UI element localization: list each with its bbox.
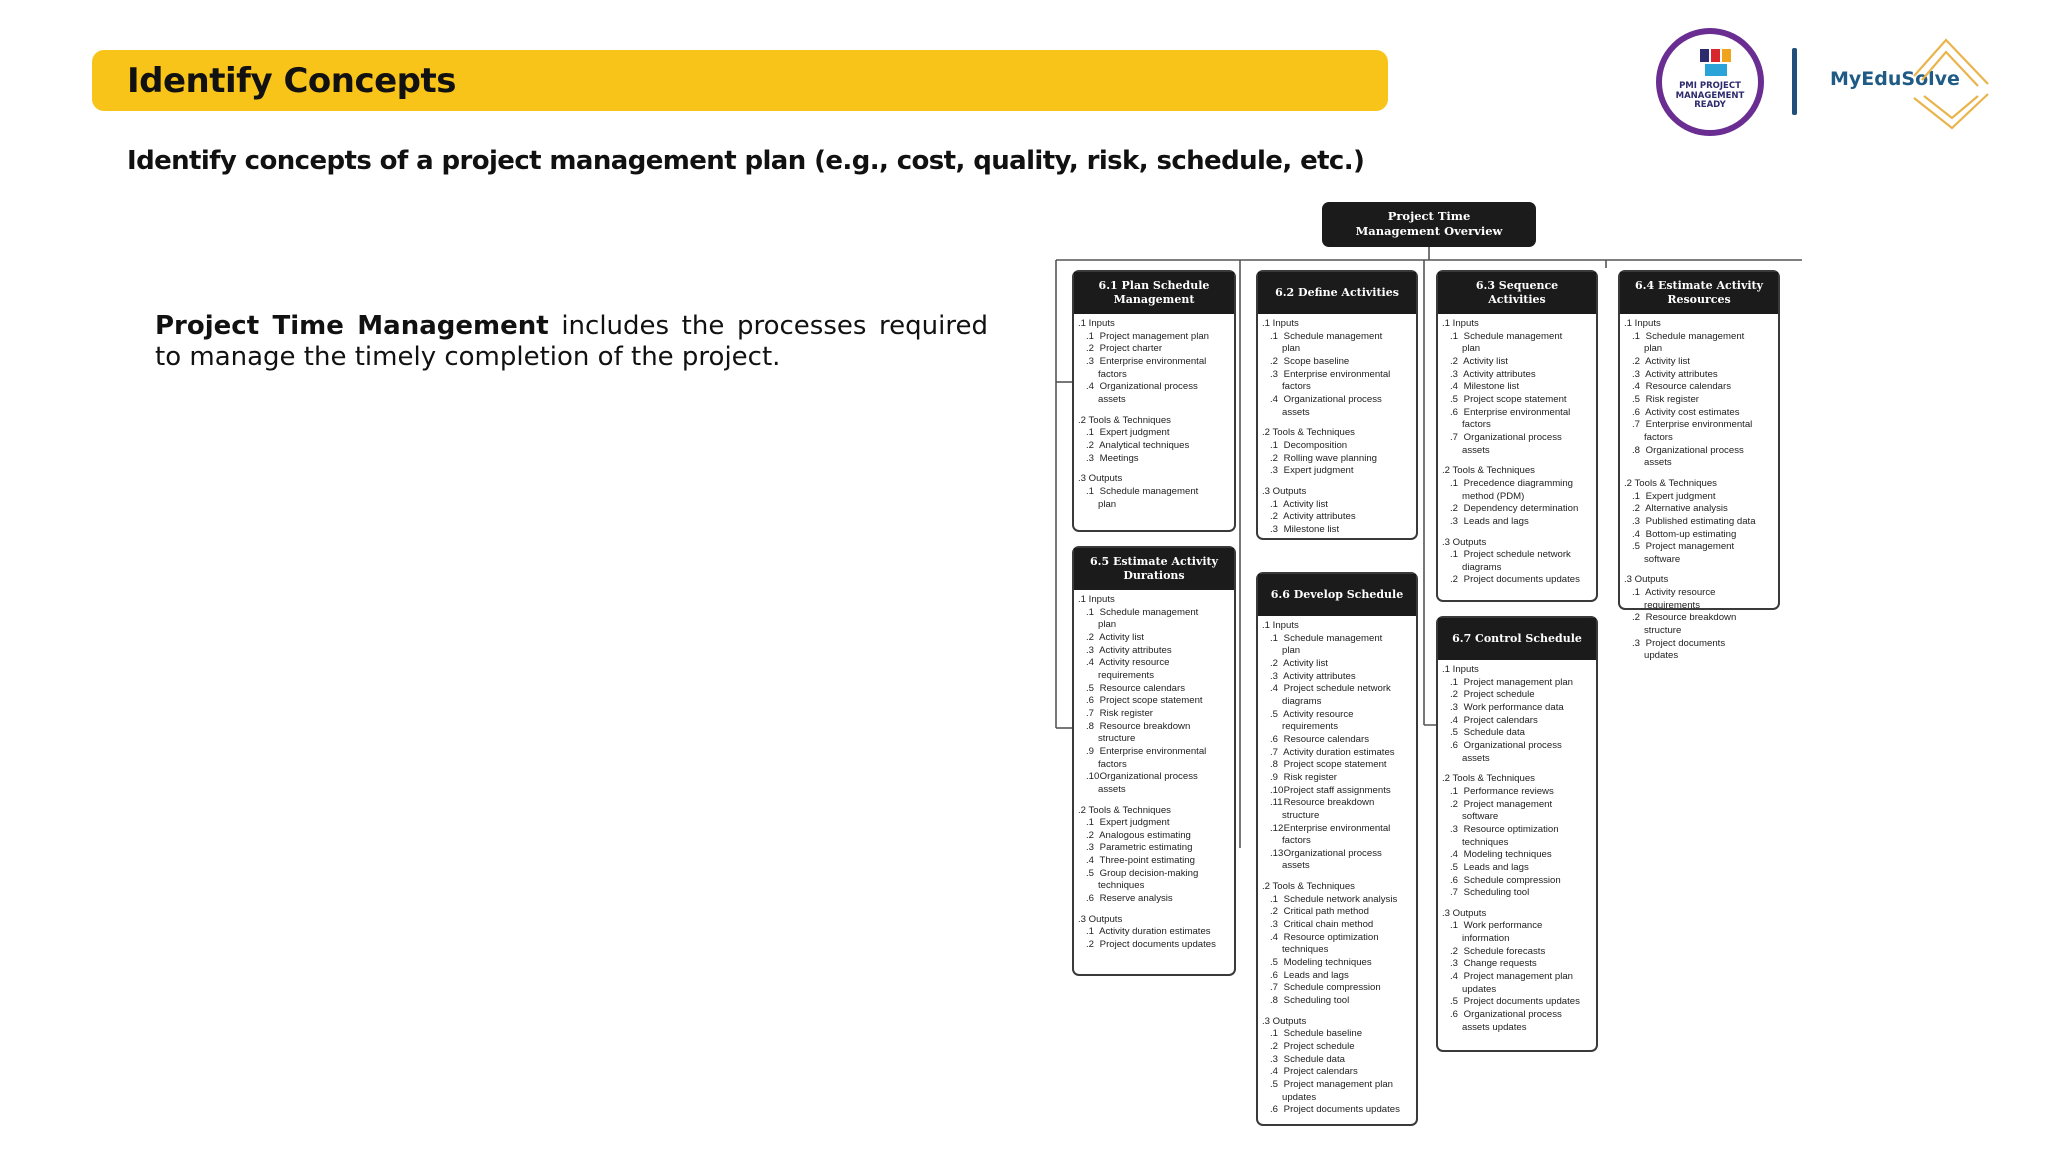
- process-item-continued: method (PDM): [1462, 490, 1525, 502]
- process-item: .3 Change requests: [1450, 958, 1537, 970]
- process-item: .2 Activity list: [1632, 355, 1690, 367]
- process-item-continued: software: [1462, 811, 1499, 823]
- process-item: .6 Organizational process: [1450, 739, 1562, 751]
- process-title: 6.1 Plan Schedule Management: [1074, 272, 1234, 314]
- process-item-continued: assets: [1098, 393, 1126, 405]
- process-item: .8 Resource breakdown: [1086, 720, 1191, 732]
- process-item: .1 Schedule management: [1086, 485, 1199, 497]
- process-item: .6 Project scope statement: [1086, 695, 1203, 707]
- process-item-continued: structure: [1282, 809, 1320, 821]
- section-label: .2 Tools & Techniques: [1262, 427, 1355, 439]
- process-item: .1 Schedule management: [1086, 606, 1199, 618]
- process-box-6: [1256, 572, 1418, 1126]
- process-item-continued: factors: [1644, 431, 1673, 443]
- process-item: .1 Schedule network analysis: [1270, 893, 1398, 905]
- process-title: 6.3 Sequence Activities: [1438, 272, 1596, 314]
- process-item-continued: plan: [1098, 498, 1117, 510]
- process-item: .4 Three-point estimating: [1086, 855, 1195, 867]
- process-item: .7 Enterprise environmental: [1632, 419, 1753, 431]
- process-item: .3 Parametric estimating: [1086, 842, 1193, 854]
- process-item: .3 Published estimating data: [1632, 515, 1756, 527]
- process-item: .1 Precedence diagramming: [1450, 477, 1573, 489]
- process-item: .6 Schedule compression: [1450, 874, 1561, 886]
- process-title: 6.2 Define Activities: [1258, 272, 1416, 314]
- process-item-continued: assets: [1644, 457, 1672, 469]
- process-item: .2 Project charter: [1086, 343, 1163, 355]
- process-item-continued: techniques: [1462, 836, 1509, 848]
- process-title: 6.4 Estimate Activity Resources: [1620, 272, 1778, 314]
- process-item: .8 Organizational process: [1632, 444, 1744, 456]
- process-section: [1624, 478, 1774, 567]
- process-item: .10 Project staff assignments: [1270, 784, 1391, 796]
- process-item: .4 Milestone list: [1450, 381, 1520, 393]
- process-item-continued: plan: [1098, 619, 1117, 631]
- process-box-3: [1436, 270, 1598, 602]
- process-section: [1078, 594, 1230, 797]
- process-section: [1442, 773, 1592, 900]
- process-section: [1442, 318, 1592, 457]
- process-item: .6 Reserve analysis: [1086, 893, 1173, 905]
- process-item: .5 Modeling techniques: [1270, 957, 1372, 969]
- process-section: [1624, 318, 1774, 470]
- section-label: .2 Tools & Techniques: [1624, 477, 1717, 489]
- process-item: .7 Activity duration estimates: [1270, 746, 1395, 758]
- process-item: .4 Organizational process: [1086, 381, 1198, 393]
- process-item: .3 Project documents: [1632, 637, 1726, 649]
- process-item: .2 Scope baseline: [1270, 355, 1350, 367]
- process-item: .2 Resource breakdown: [1632, 612, 1737, 624]
- process-item: .1 Performance reviews: [1450, 785, 1554, 797]
- process-item: .4 Project calendars: [1270, 1066, 1358, 1078]
- process-item-continued: structure: [1644, 625, 1682, 637]
- process-item-continued: assets: [1462, 444, 1490, 456]
- process-item: .3 Meetings: [1086, 452, 1139, 464]
- intro-text: includes the processes required to manage the timely completion of the project.: [155, 311, 988, 372]
- process-item: .1 Activity resource: [1632, 587, 1716, 599]
- process-section: [1442, 465, 1592, 528]
- process-item-continued: assets: [1462, 752, 1490, 764]
- process-section: [1262, 1016, 1412, 1117]
- process-item: .2 Activity list: [1270, 657, 1328, 669]
- process-item-continued: requirements: [1644, 599, 1700, 611]
- section-label: .1 Inputs: [1078, 594, 1115, 605]
- process-item-continued: factors: [1282, 381, 1311, 393]
- process-item: .8 Project scope statement: [1270, 759, 1387, 771]
- section-label: .1 Inputs: [1442, 664, 1479, 675]
- process-section: [1262, 620, 1412, 873]
- process-item: .3 Expert judgment: [1270, 465, 1354, 477]
- logo-divider: [1792, 48, 1797, 115]
- root-node-project-time-management-overview: Project Time Management Overview: [1322, 202, 1536, 247]
- process-item-continued: factors: [1282, 835, 1311, 847]
- process-item: .1 Project schedule network: [1450, 549, 1571, 561]
- myedusolve-logo: MyEduSolve: [1830, 68, 1960, 90]
- process-item: .3 Activity attributes: [1270, 670, 1356, 682]
- process-item-continued: plan: [1282, 645, 1301, 657]
- process-item: .11 Resource breakdown: [1270, 797, 1375, 809]
- process-item-continued: diagrams: [1462, 561, 1502, 573]
- process-item: .2 Rolling wave planning: [1270, 452, 1377, 464]
- process-item: .7 Organizational process: [1450, 431, 1562, 443]
- process-item: .1 Decomposition: [1270, 439, 1348, 451]
- process-item: .3 Resource optimization: [1450, 823, 1559, 835]
- process-item: .2 Schedule forecasts: [1450, 945, 1546, 957]
- process-item: .3 Leads and lags: [1450, 515, 1529, 527]
- process-item: .1 Schedule management: [1270, 330, 1383, 342]
- process-item: .4 Project management plan: [1450, 971, 1573, 983]
- process-section: [1442, 908, 1592, 1035]
- process-item: .9 Enterprise environmental: [1086, 745, 1207, 757]
- process-item: .6 Enterprise environmental: [1450, 406, 1571, 418]
- process-section: [1262, 486, 1412, 537]
- process-item-continued: assets: [1098, 783, 1126, 795]
- process-item: .3 Milestone list: [1270, 523, 1340, 535]
- section-label: .1 Inputs: [1078, 318, 1115, 329]
- process-item-continued: techniques: [1282, 944, 1329, 956]
- process-item: .5 Project documents updates: [1450, 996, 1580, 1008]
- process-item: .5 Leads and lags: [1450, 861, 1529, 873]
- pmi-badge-text: PMI PROJECT MANAGEMENT READY: [1675, 81, 1745, 110]
- process-item-continued: structure: [1098, 733, 1136, 745]
- section-label: .3 Outputs: [1442, 536, 1487, 548]
- process-section: [1078, 415, 1230, 466]
- process-section: [1078, 318, 1230, 407]
- process-box-7: [1436, 616, 1598, 1052]
- process-item: .3 Activity attributes: [1632, 368, 1718, 380]
- intro-paragraph: [155, 311, 988, 373]
- process-box-4: [1618, 270, 1780, 662]
- process-item-continued: techniques: [1098, 880, 1145, 892]
- process-item: .6 Leads and lags: [1270, 969, 1349, 981]
- section-label: .1 Inputs: [1442, 318, 1479, 329]
- section-label: .3 Outputs: [1262, 1015, 1307, 1027]
- process-item: .2 Analogous estimating: [1086, 829, 1191, 841]
- process-item-continued: plan: [1644, 343, 1663, 355]
- process-section: [1262, 427, 1412, 478]
- process-item-continued: factors: [1098, 368, 1127, 380]
- process-box-5: [1072, 546, 1236, 976]
- process-item-continued: factors: [1098, 758, 1127, 770]
- process-item: .3 Enterprise environmental: [1270, 368, 1391, 380]
- process-title: 6.7 Control Schedule: [1438, 618, 1596, 660]
- process-item: .6 Resource calendars: [1270, 733, 1369, 745]
- process-item: .3 Activity attributes: [1086, 644, 1172, 656]
- process-item: .5 Activity resource: [1270, 708, 1354, 720]
- process-section: [1442, 664, 1592, 765]
- process-item: .2 Critical path method: [1270, 906, 1369, 918]
- process-item: .12 Enterprise environmental: [1270, 822, 1391, 834]
- process-item-continued: plan: [1462, 343, 1481, 355]
- process-section: [1442, 537, 1592, 588]
- process-item: .3 Schedule data: [1270, 1053, 1346, 1065]
- process-item: .5 Group decision-making: [1086, 867, 1199, 879]
- process-section: [1262, 881, 1412, 1008]
- process-item: .1 Expert judgment: [1632, 490, 1716, 502]
- process-item: .2 Alternative analysis: [1632, 503, 1728, 515]
- section-label: .2 Tools & Techniques: [1078, 804, 1171, 816]
- section-label: .2 Tools & Techniques: [1078, 414, 1171, 426]
- process-item: .6 Project documents updates: [1270, 1104, 1400, 1116]
- process-section: [1078, 805, 1230, 906]
- process-item: .1 Schedule management: [1270, 632, 1383, 644]
- process-item: .1 Expert judgment: [1086, 817, 1170, 829]
- process-item: .1 Schedule baseline: [1270, 1028, 1363, 1040]
- process-item: .5 Resource calendars: [1086, 682, 1185, 694]
- process-item-continued: plan: [1282, 343, 1301, 355]
- process-item: .6 Activity cost estimates: [1632, 406, 1740, 418]
- process-item: .4 Activity resource: [1086, 657, 1170, 669]
- process-item: .2 Activity attributes: [1270, 511, 1356, 523]
- process-item: .5 Project scope statement: [1450, 393, 1567, 405]
- pmi-project-management-ready-badge: [1656, 28, 1764, 136]
- process-item: .2 Project schedule: [1450, 689, 1535, 701]
- page-title: Identify Concepts: [127, 61, 457, 101]
- process-item-continued: assets: [1282, 406, 1310, 418]
- process-item: .10 Organizational process: [1086, 771, 1198, 783]
- process-item: .4 Project schedule network: [1270, 683, 1391, 695]
- process-item: .6 Organizational process: [1450, 1009, 1562, 1021]
- process-item-continued: updates: [1282, 1091, 1317, 1103]
- process-item: .4 Modeling techniques: [1450, 849, 1552, 861]
- process-item: .2 Analytical techniques: [1086, 439, 1190, 451]
- process-item: .5 Risk register: [1632, 393, 1699, 405]
- process-item: .8 Scheduling tool: [1270, 995, 1350, 1007]
- process-item-continued: diagrams: [1282, 695, 1322, 707]
- process-item: .4 Bottom-up estimating: [1632, 528, 1737, 540]
- process-item: .1 Work performance: [1450, 920, 1543, 932]
- process-section: [1078, 914, 1230, 952]
- process-item: .1 Project management plan: [1086, 330, 1209, 342]
- process-item: .1 Schedule management: [1450, 330, 1563, 342]
- process-item: .1 Project management plan: [1450, 676, 1573, 688]
- section-label: .1 Inputs: [1262, 318, 1299, 329]
- process-item: .5 Project management: [1632, 541, 1735, 553]
- process-title: 6.6 Develop Schedule: [1258, 574, 1416, 616]
- process-item-continued: assets updates: [1462, 1021, 1527, 1033]
- myedusolve-mark-icon: [1910, 36, 1992, 132]
- process-item: .13 Organizational process: [1270, 847, 1382, 859]
- process-item: .2 Activity list: [1450, 355, 1508, 367]
- section-label: .3 Outputs: [1624, 574, 1669, 586]
- process-item: .4 Resource optimization: [1270, 931, 1379, 943]
- subtitle: Identify concepts of a project management plan (e.g., cost, quality, risk, schedule, etc.): [127, 146, 1365, 176]
- process-box-1: [1072, 270, 1236, 532]
- process-item-continued: assets: [1282, 860, 1310, 872]
- section-label: .3 Outputs: [1262, 485, 1307, 497]
- section-label: .3 Outputs: [1078, 913, 1123, 925]
- process-item: .3 Activity attributes: [1450, 368, 1536, 380]
- process-item-continued: requirements: [1098, 669, 1154, 681]
- process-item: .7 Schedule compression: [1270, 982, 1381, 994]
- process-box-2: [1256, 270, 1418, 540]
- process-item-continued: information: [1462, 933, 1510, 945]
- section-label: .3 Outputs: [1442, 907, 1487, 919]
- process-title: 6.5 Estimate Activity Durations: [1074, 548, 1234, 590]
- process-item: .7 Risk register: [1086, 707, 1153, 719]
- process-item: .3 Critical chain method: [1270, 919, 1374, 931]
- process-item: .1 Activity duration estimates: [1086, 926, 1211, 938]
- process-item: .3 Work performance data: [1450, 701, 1564, 713]
- section-label: .2 Tools & Techniques: [1442, 773, 1535, 785]
- process-section: [1624, 574, 1774, 663]
- process-item: .1 Schedule management: [1632, 330, 1745, 342]
- pmi-logo-icon: [1699, 48, 1733, 78]
- intro-term: Project Time Management: [155, 311, 549, 341]
- process-item: .5 Schedule data: [1450, 727, 1526, 739]
- process-item: .5 Project management plan: [1270, 1078, 1393, 1090]
- process-item-continued: updates: [1644, 650, 1679, 662]
- section-label: .2 Tools & Techniques: [1262, 881, 1355, 893]
- section-label: .1 Inputs: [1262, 620, 1299, 631]
- time-management-diagram: [1050, 200, 1790, 1130]
- process-item-continued: factors: [1462, 419, 1491, 431]
- process-section: [1262, 318, 1412, 419]
- process-item: .1 Expert judgment: [1086, 427, 1170, 439]
- process-item-continued: requirements: [1282, 721, 1338, 733]
- process-item: .2 Project management: [1450, 798, 1553, 810]
- process-item: .3 Enterprise environmental: [1086, 355, 1207, 367]
- process-item: .2 Activity list: [1086, 631, 1144, 643]
- process-item: .4 Organizational process: [1270, 393, 1382, 405]
- process-item-continued: updates: [1462, 983, 1497, 995]
- process-item: .2 Project documents updates: [1450, 574, 1580, 586]
- section-label: .2 Tools & Techniques: [1442, 465, 1535, 477]
- process-item: .4 Project calendars: [1450, 714, 1538, 726]
- process-section: [1078, 473, 1230, 511]
- section-label: .1 Inputs: [1624, 318, 1661, 329]
- process-item-continued: software: [1644, 553, 1681, 565]
- process-item: .4 Resource calendars: [1632, 381, 1731, 393]
- process-item: .2 Dependency determination: [1450, 503, 1579, 515]
- process-item: .1 Activity list: [1270, 498, 1328, 510]
- section-label: .3 Outputs: [1078, 473, 1123, 485]
- process-item: .9 Risk register: [1270, 771, 1337, 783]
- process-item: .2 Project documents updates: [1086, 939, 1216, 951]
- process-item: .7 Scheduling tool: [1450, 887, 1530, 899]
- process-item: .2 Project schedule: [1270, 1041, 1355, 1052]
